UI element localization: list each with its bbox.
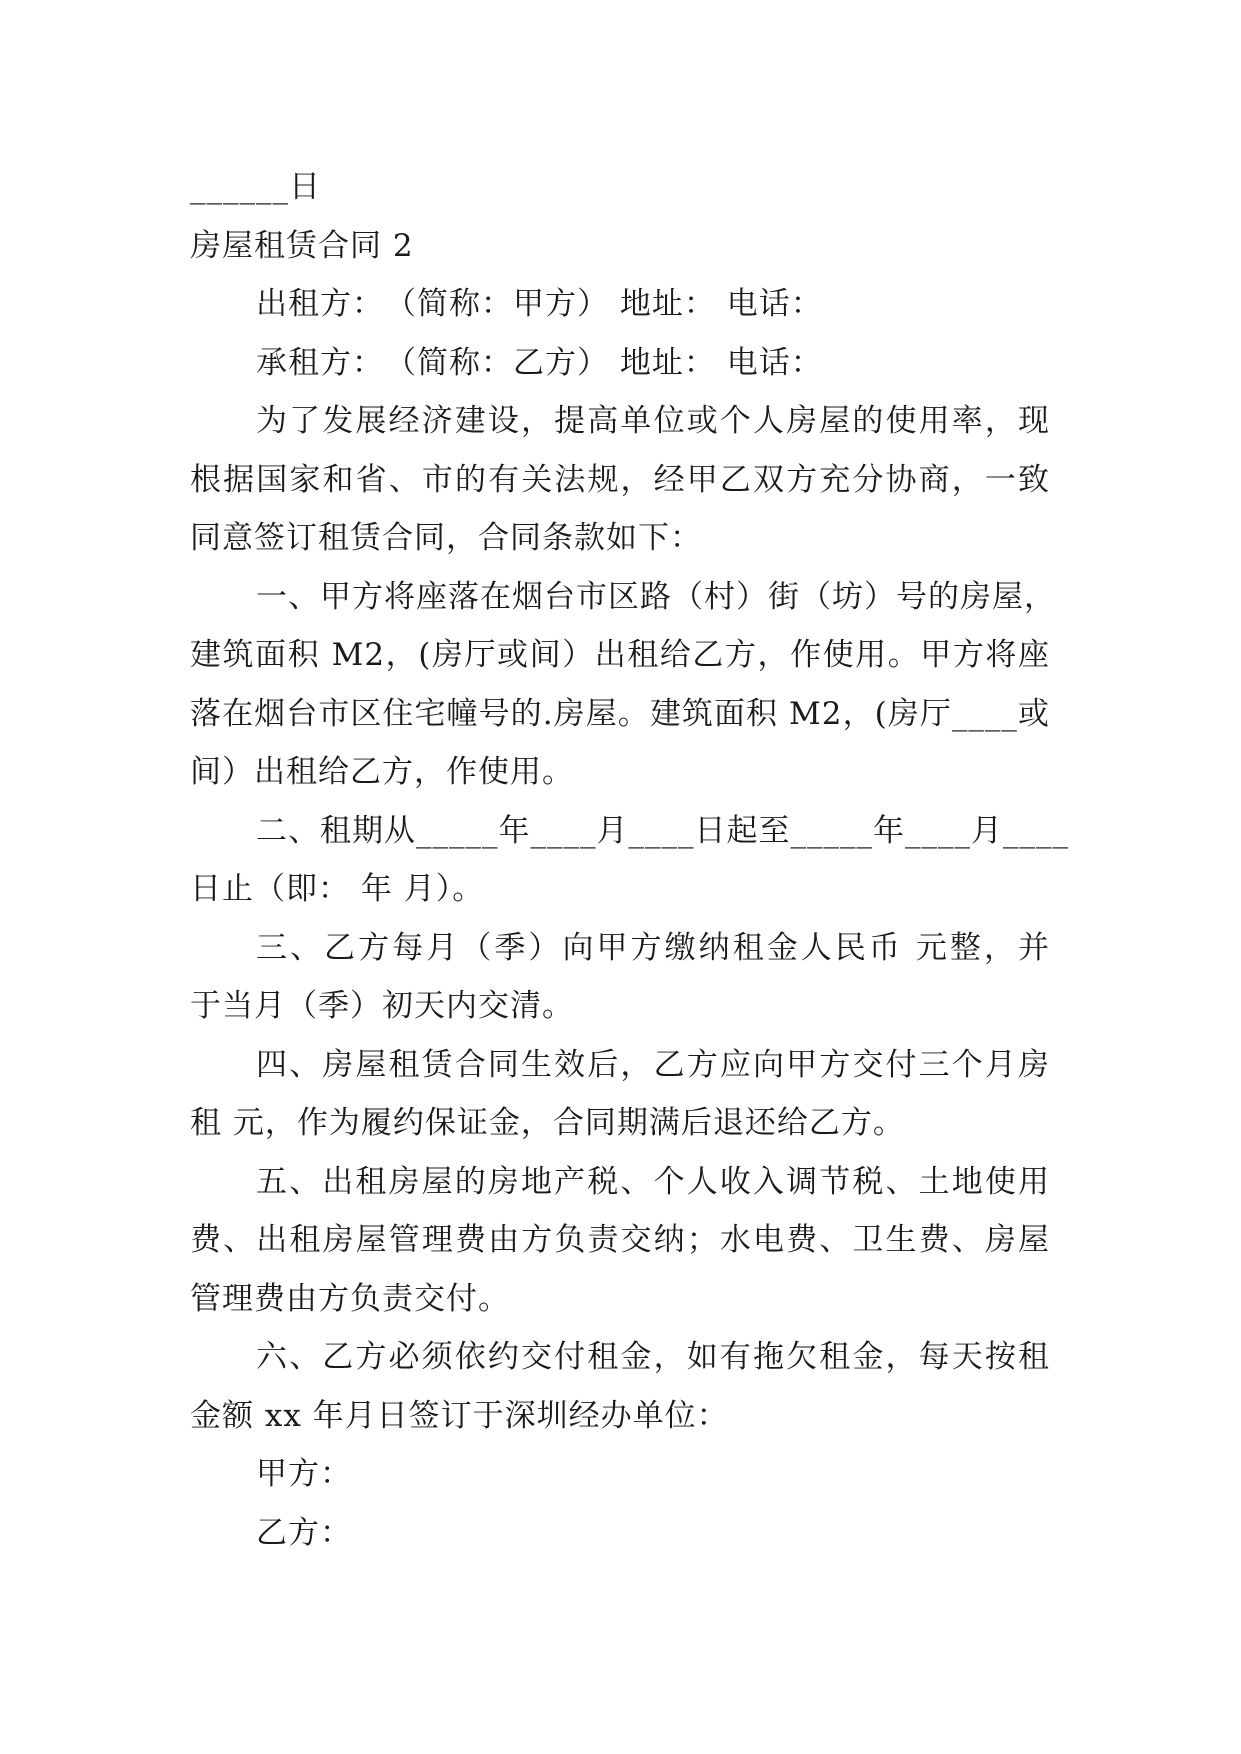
- clause-3-line-2: 于当月（季）初天内交清。: [190, 988, 574, 1024]
- preamble-line-2: 根据国家和省、市的有关法规，经甲乙双方充分协商，一致: [190, 461, 1050, 498]
- clause-6-line-2: 金额 xx 年月日签订于深圳经办单位：: [190, 1397, 729, 1434]
- clause-4-line-1: 四、房屋租赁合同生效后，乙方应向甲方交付三个月房: [256, 1046, 1050, 1083]
- clause-1-line-4: 间）出租给乙方，作使用。: [190, 754, 574, 790]
- clause-3-line-1: 三、乙方每月（季）向甲方缴纳租金人民币 元整，并: [256, 929, 1050, 966]
- party-a-signature: 甲方：: [256, 1456, 352, 1492]
- clause-2-line-2: 日止（即： 年 月）。: [190, 871, 485, 907]
- contract-title: 房屋租赁合同 2: [190, 227, 414, 264]
- clause-5-line-2: 费、出租房屋管理费由方负责交纳；水电费、卫生费、房屋: [190, 1222, 1050, 1258]
- clause-1-line-3: 落在烟台市区住宅幢号的.房屋。建筑面积 M2，(房厅____或: [190, 695, 1050, 732]
- clause-5-line-3: 管理费由方负责交付。: [190, 1280, 510, 1317]
- clause-1-line-2: 建筑面积 M2，(房厅或间）出租给乙方，作使用。甲方将座: [190, 637, 1050, 673]
- lessor-line: 出租方： （简称：甲方） 地址： 电话：: [256, 286, 823, 322]
- date-day-line: ______日: [190, 169, 321, 205]
- party-b-signature: 乙方：: [256, 1514, 352, 1551]
- clause-6-line-1: 六、乙方必须依约交付租金，如有拖欠租金，每天按租: [256, 1339, 1050, 1375]
- clause-2-line-1: 二、租期从_____年____月____日起至_____年____月____: [256, 812, 1069, 849]
- clause-1-line-1: 一、甲方将座落在烟台市区路（村）街（坊）号的房屋，: [256, 578, 1056, 615]
- preamble-line-1: 为了发展经济建设，提高单位或个人房屋的使用率，现: [256, 403, 1050, 439]
- clause-5-line-1: 五、出租房屋的房地产税、个人收入调节税、土地使用: [256, 1163, 1050, 1200]
- clause-4-line-2: 租 元，作为履约保证金，合同期满后退还给乙方。: [190, 1105, 905, 1141]
- lessee-line: 承租方： （简称：乙方） 地址： 电话：: [256, 344, 823, 381]
- document-body: [190, 158, 1069, 1562]
- preamble-line-3: 同意签订租赁合同，合同条款如下：: [190, 520, 702, 556]
